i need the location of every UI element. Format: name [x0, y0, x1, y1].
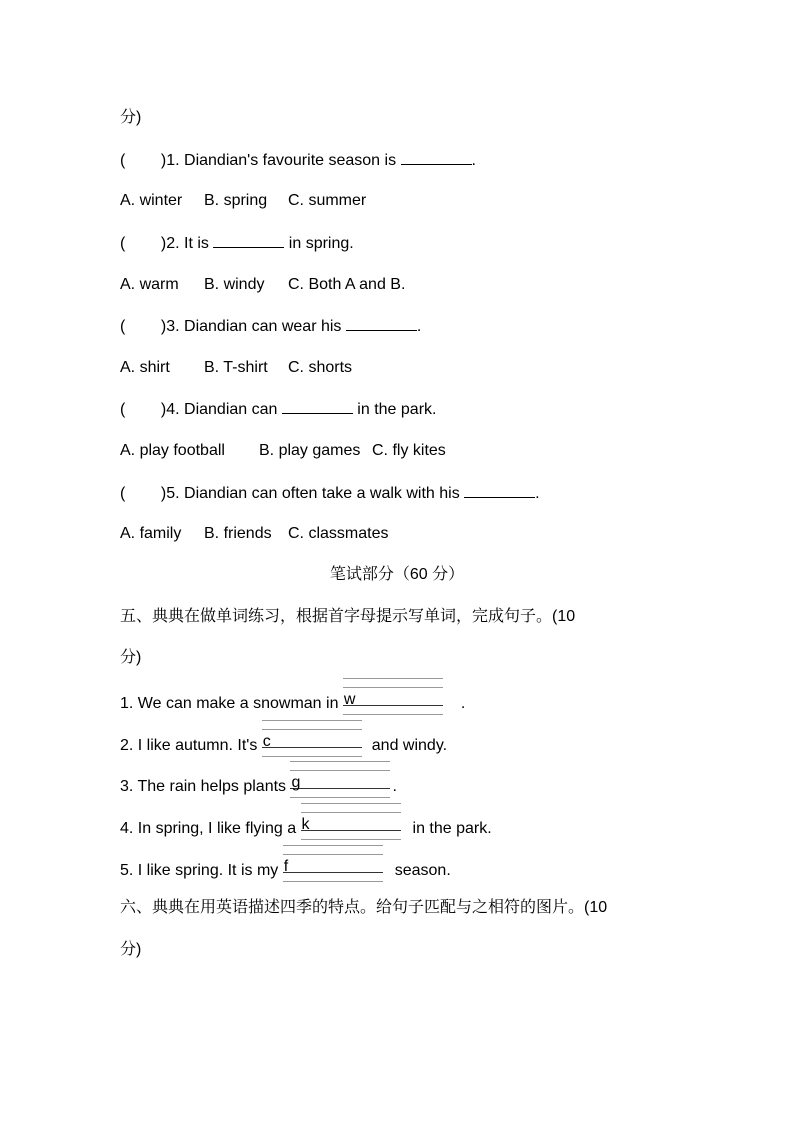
hint-letter: c: [262, 733, 271, 750]
options-2: [120, 275, 405, 295]
writing-blank[interactable]: [283, 857, 383, 875]
section6-title: 六、典典在用英语描述四季的特点。给句子匹配与之相符的图片。(10: [120, 899, 608, 916]
item-text: 3. The rain helps plants: [120, 778, 291, 795]
section5-title: 五、典典在做单词练习，根据首字母提示写单词，完成句子。(10: [120, 608, 576, 625]
answer-paren[interactable]: ( ): [120, 235, 167, 252]
hint-letter: f: [283, 858, 289, 875]
answer-paren[interactable]: ( ): [120, 152, 167, 169]
question-suffix: in spring.: [284, 235, 354, 252]
option-a: A. play football: [120, 442, 225, 459]
answer-blank[interactable]: [282, 399, 353, 414]
item-text: 1. We can make a snowman in: [120, 695, 343, 712]
writing-blank[interactable]: [343, 690, 443, 708]
option-a: A. warm: [120, 276, 179, 293]
question-3: [120, 316, 421, 337]
hint-letter: g: [291, 774, 301, 791]
option-a: A. winter: [120, 192, 183, 209]
answer-paren[interactable]: ( ): [120, 485, 167, 502]
item-text-after: in the park.: [412, 820, 492, 837]
question-suffix: in the park.: [352, 401, 437, 418]
question-text: 2. It is: [166, 235, 214, 252]
options-5: [120, 524, 388, 544]
item-text-after: .: [460, 695, 466, 712]
section5-title-cont: 分): [120, 649, 142, 666]
question-2: [120, 233, 354, 254]
question-5: [120, 483, 540, 504]
writing-blank[interactable]: [290, 773, 390, 791]
question-suffix: .: [416, 318, 422, 335]
options-3: [120, 358, 352, 378]
section6-title-cont: 分): [120, 941, 142, 958]
option-a: A. family: [120, 525, 182, 542]
written-part-heading: 笔试部分（60 分）: [329, 566, 465, 583]
option-b: B. T-shirt: [204, 359, 268, 376]
answer-paren[interactable]: ( ): [120, 318, 167, 335]
section4-title-tail: 分): [120, 109, 142, 126]
question-1: [120, 150, 476, 171]
writing-blank[interactable]: [301, 815, 401, 833]
hint-letter: k: [301, 816, 310, 833]
answer-paren[interactable]: ( ): [120, 401, 167, 418]
option-b: B. play games: [259, 442, 361, 459]
item-text: 2. I like autumn. It's: [120, 737, 262, 754]
option-c: C. shorts: [288, 359, 353, 376]
item-text: 5. I like spring. It is my: [120, 862, 283, 879]
answer-blank[interactable]: [401, 150, 472, 165]
option-c: C. classmates: [288, 525, 389, 542]
question-suffix: .: [535, 485, 540, 502]
answer-blank[interactable]: [213, 233, 284, 248]
word-item-4: [120, 815, 492, 839]
options-4: [120, 441, 446, 461]
question-4: [120, 399, 436, 420]
option-b: B. windy: [204, 276, 265, 293]
word-item-2: [120, 732, 447, 756]
option-b: B. friends: [204, 525, 272, 542]
answer-blank[interactable]: [346, 316, 417, 331]
word-item-5: [120, 857, 451, 881]
option-c: C. summer: [288, 192, 367, 209]
question-text: 1. Diandian's favourite season is: [166, 152, 401, 169]
options-1: [120, 191, 366, 211]
item-text-after: and windy.: [371, 737, 448, 754]
hint-letter: w: [343, 691, 356, 708]
option-a: A. shirt: [120, 359, 170, 376]
answer-blank[interactable]: [464, 483, 535, 498]
item-text-after: season.: [394, 862, 451, 879]
item-text-after: .: [392, 778, 397, 795]
option-b: B. spring: [204, 192, 268, 209]
question-text: 3. Diandian can wear his: [166, 318, 346, 335]
word-item-3: [120, 773, 397, 797]
writing-blank[interactable]: [262, 732, 362, 750]
option-c: C. Both A and B.: [288, 276, 406, 293]
question-text: 4. Diandian can: [166, 401, 282, 418]
option-c: C. fly kites: [372, 442, 446, 459]
item-text: 4. In spring, I like flying a: [120, 820, 301, 837]
question-suffix: .: [471, 152, 476, 169]
question-text: 5. Diandian can often take a walk with his: [166, 485, 465, 502]
word-item-1: [120, 690, 465, 714]
